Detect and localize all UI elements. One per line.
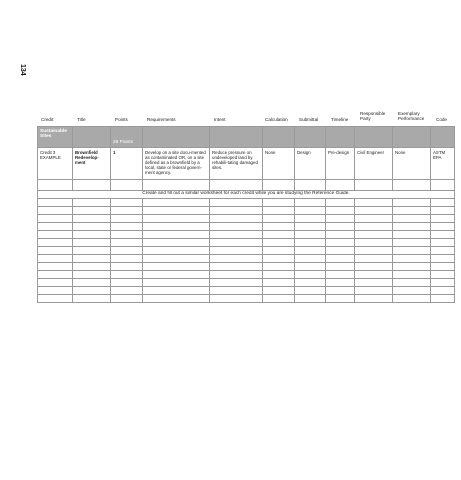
table-cell — [111, 287, 143, 295]
example-responsible-party: Civil Engineer — [355, 148, 393, 180]
table-cell — [295, 247, 326, 255]
table-cell — [38, 215, 73, 223]
table-cell — [295, 271, 326, 279]
table-cell — [295, 127, 326, 148]
table-cell — [210, 255, 263, 263]
table-cell — [431, 223, 455, 231]
table-cell — [263, 239, 295, 247]
table-cell — [326, 199, 355, 207]
table-cell — [210, 239, 263, 247]
table-cell — [210, 287, 263, 295]
table-cell — [355, 279, 393, 287]
table-cell — [143, 199, 210, 207]
table-cell — [326, 279, 355, 287]
table-cell — [38, 247, 73, 255]
table-cell — [295, 295, 326, 303]
table-cell — [38, 255, 73, 263]
header-points: Points — [115, 117, 128, 122]
table-cell — [210, 199, 263, 207]
table-cell — [210, 271, 263, 279]
table-cell — [326, 247, 355, 255]
example-exemplary-performance: None — [393, 148, 431, 180]
table-cell — [143, 263, 210, 271]
table-cell — [73, 279, 111, 287]
blank-row — [38, 295, 455, 303]
table-cell — [263, 247, 295, 255]
table-cell — [431, 271, 455, 279]
table-cell — [111, 239, 143, 247]
example-code: ASTM EPA — [431, 148, 455, 180]
table-cell — [143, 295, 210, 303]
table-cell — [431, 279, 455, 287]
table-cell — [73, 271, 111, 279]
table-cell — [355, 231, 393, 239]
table-cell — [295, 215, 326, 223]
table-cell — [326, 180, 355, 191]
table-cell — [263, 127, 295, 148]
table-cell — [393, 279, 431, 287]
header-timeline: Timeline — [331, 117, 349, 122]
blank-row — [38, 263, 455, 271]
table-cell — [326, 287, 355, 295]
table-cell — [263, 207, 295, 215]
table-cell — [210, 223, 263, 231]
table-cell — [326, 215, 355, 223]
table-cell — [393, 287, 431, 295]
section-row — [38, 127, 455, 148]
table-cell — [431, 127, 455, 148]
table-cell — [355, 207, 393, 215]
table-cell — [263, 271, 295, 279]
table-cell — [73, 127, 111, 148]
table-cell — [73, 263, 111, 271]
table-cell — [263, 223, 295, 231]
table-cell — [355, 180, 393, 191]
table-cell — [295, 223, 326, 231]
table-cell — [355, 239, 393, 247]
table-cell — [326, 207, 355, 215]
table-cell — [393, 127, 431, 148]
table-cell — [143, 180, 210, 191]
table-cell — [73, 255, 111, 263]
blank-row — [38, 247, 455, 255]
table-cell — [355, 271, 393, 279]
table-cell — [210, 279, 263, 287]
header-code: Code — [436, 117, 447, 122]
header-responsible-party: Responsible Party — [360, 111, 386, 122]
table-cell — [295, 255, 326, 263]
table-cell — [143, 215, 210, 223]
table-cell — [73, 231, 111, 239]
table-cell — [295, 287, 326, 295]
page-number: 134 — [19, 64, 26, 76]
table-cell — [263, 215, 295, 223]
table-cell — [111, 295, 143, 303]
table-cell — [73, 207, 111, 215]
table-cell — [143, 271, 210, 279]
table-cell — [73, 287, 111, 295]
gap-row — [38, 180, 455, 191]
table-cell — [38, 271, 73, 279]
table-cell — [143, 127, 210, 148]
table-cell — [295, 263, 326, 271]
table-cell — [355, 263, 393, 271]
table-cell — [263, 287, 295, 295]
table-cell — [326, 127, 355, 148]
table-cell — [393, 263, 431, 271]
table-cell — [326, 271, 355, 279]
table-cell — [143, 287, 210, 295]
table-cell — [210, 231, 263, 239]
section-points: 26 Points — [111, 127, 143, 148]
table-cell — [263, 199, 295, 207]
table-cell — [355, 199, 393, 207]
table-cell — [111, 199, 143, 207]
table-cell — [431, 199, 455, 207]
worksheet-table — [37, 126, 455, 303]
table-cell — [38, 223, 73, 231]
worksheet-note: Create and fill out a similar worksheet for each credit while you are studying the Reference Guide. — [38, 191, 455, 199]
table-cell — [326, 223, 355, 231]
table-cell — [38, 263, 73, 271]
table-cell — [143, 207, 210, 215]
header-exemplary-performance: Exemplary Performance — [398, 111, 425, 122]
section-name: Sustainable Sites — [38, 127, 73, 148]
table-cell — [111, 255, 143, 263]
example-credit: Credit 3 EXAMPLE — [38, 148, 73, 180]
table-cell — [38, 287, 73, 295]
table-cell — [326, 295, 355, 303]
table-cell — [295, 231, 326, 239]
table-cell — [111, 207, 143, 215]
header-requirements: Requirements — [147, 117, 176, 122]
table-cell — [73, 223, 111, 231]
table-cell — [393, 247, 431, 255]
table-cell — [393, 231, 431, 239]
table-cell — [73, 247, 111, 255]
table-cell — [111, 247, 143, 255]
example-intent: Reduce pressure on undeveloped land by rehabili-tating damaged sites. — [210, 148, 263, 180]
example-title: Brownfield Redevelop-ment — [73, 148, 111, 180]
table-cell — [295, 180, 326, 191]
table-cell — [431, 180, 455, 191]
table-cell — [38, 279, 73, 287]
table-cell — [355, 247, 393, 255]
table-cell — [143, 247, 210, 255]
table-cell — [210, 180, 263, 191]
table-cell — [355, 215, 393, 223]
table-cell — [111, 231, 143, 239]
blank-row — [38, 287, 455, 295]
table-cell — [143, 279, 210, 287]
table-cell — [393, 199, 431, 207]
table-cell — [355, 127, 393, 148]
example-requirements: Develop on a site docu-mented as contaminated OR, on a site defined as a brownfield by a local, state or federal govern-ment agency. — [143, 148, 210, 180]
table-cell — [431, 231, 455, 239]
table-cell — [38, 239, 73, 247]
table-cell — [111, 223, 143, 231]
blank-row — [38, 255, 455, 263]
table-cell — [393, 207, 431, 215]
table-cell — [393, 223, 431, 231]
table-cell — [355, 223, 393, 231]
table-cell — [210, 295, 263, 303]
table-cell — [73, 239, 111, 247]
example-calculation: None — [263, 148, 295, 180]
table-cell — [111, 215, 143, 223]
table-cell — [295, 207, 326, 215]
table-cell — [263, 255, 295, 263]
table-cell — [210, 263, 263, 271]
blank-row — [38, 199, 455, 207]
blank-row — [38, 271, 455, 279]
table-cell — [263, 263, 295, 271]
table-cell — [393, 180, 431, 191]
table-cell — [431, 295, 455, 303]
blank-row — [38, 239, 455, 247]
example-points: 1 — [111, 148, 143, 180]
table-cell — [355, 287, 393, 295]
header-submittal: Submittal — [299, 117, 319, 122]
table-cell — [73, 215, 111, 223]
table-cell — [431, 239, 455, 247]
table-cell — [111, 263, 143, 271]
blank-row — [38, 207, 455, 215]
table-cell — [393, 295, 431, 303]
blank-row — [38, 215, 455, 223]
table-cell — [431, 287, 455, 295]
table-cell — [143, 231, 210, 239]
header-intent: Intent — [214, 117, 226, 122]
table-cell — [295, 279, 326, 287]
example-submittal: Design — [295, 148, 326, 180]
table-cell — [143, 255, 210, 263]
table-cell — [210, 247, 263, 255]
table-cell — [393, 271, 431, 279]
table-cell — [38, 180, 73, 191]
table-cell — [38, 207, 73, 215]
table-cell — [143, 239, 210, 247]
table-cell — [431, 263, 455, 271]
table-cell — [393, 239, 431, 247]
example-row — [38, 148, 455, 180]
table-cell — [263, 295, 295, 303]
table-cell — [431, 255, 455, 263]
table-cell — [355, 295, 393, 303]
header-credit: Credit — [41, 117, 54, 122]
table-cell — [263, 180, 295, 191]
table-cell — [38, 295, 73, 303]
example-timeline: Pre-design — [326, 148, 355, 180]
table-cell — [263, 231, 295, 239]
blank-row — [38, 223, 455, 231]
table-cell — [326, 231, 355, 239]
table-cell — [73, 295, 111, 303]
table-cell — [111, 271, 143, 279]
table-cell — [326, 239, 355, 247]
blank-row — [38, 231, 455, 239]
table-cell — [263, 279, 295, 287]
table-cell — [38, 231, 73, 239]
blank-rows — [38, 199, 455, 303]
table-cell — [295, 239, 326, 247]
table-cell — [111, 180, 143, 191]
table-cell — [326, 255, 355, 263]
table-cell — [210, 207, 263, 215]
header-calculation: Calculation — [265, 117, 288, 122]
table-cell — [393, 215, 431, 223]
table-cell — [210, 215, 263, 223]
note-row — [38, 191, 455, 199]
table-cell — [431, 215, 455, 223]
table-cell — [73, 180, 111, 191]
table-cell — [73, 199, 111, 207]
header-title: Title — [77, 117, 86, 122]
table-cell — [210, 127, 263, 148]
table-cell — [111, 279, 143, 287]
table-cell — [295, 199, 326, 207]
table-cell — [38, 199, 73, 207]
table-cell — [143, 223, 210, 231]
table-cell — [326, 263, 355, 271]
table-cell — [393, 255, 431, 263]
table-cell — [431, 207, 455, 215]
blank-row — [38, 279, 455, 287]
table-cell — [431, 247, 455, 255]
table-cell — [355, 255, 393, 263]
